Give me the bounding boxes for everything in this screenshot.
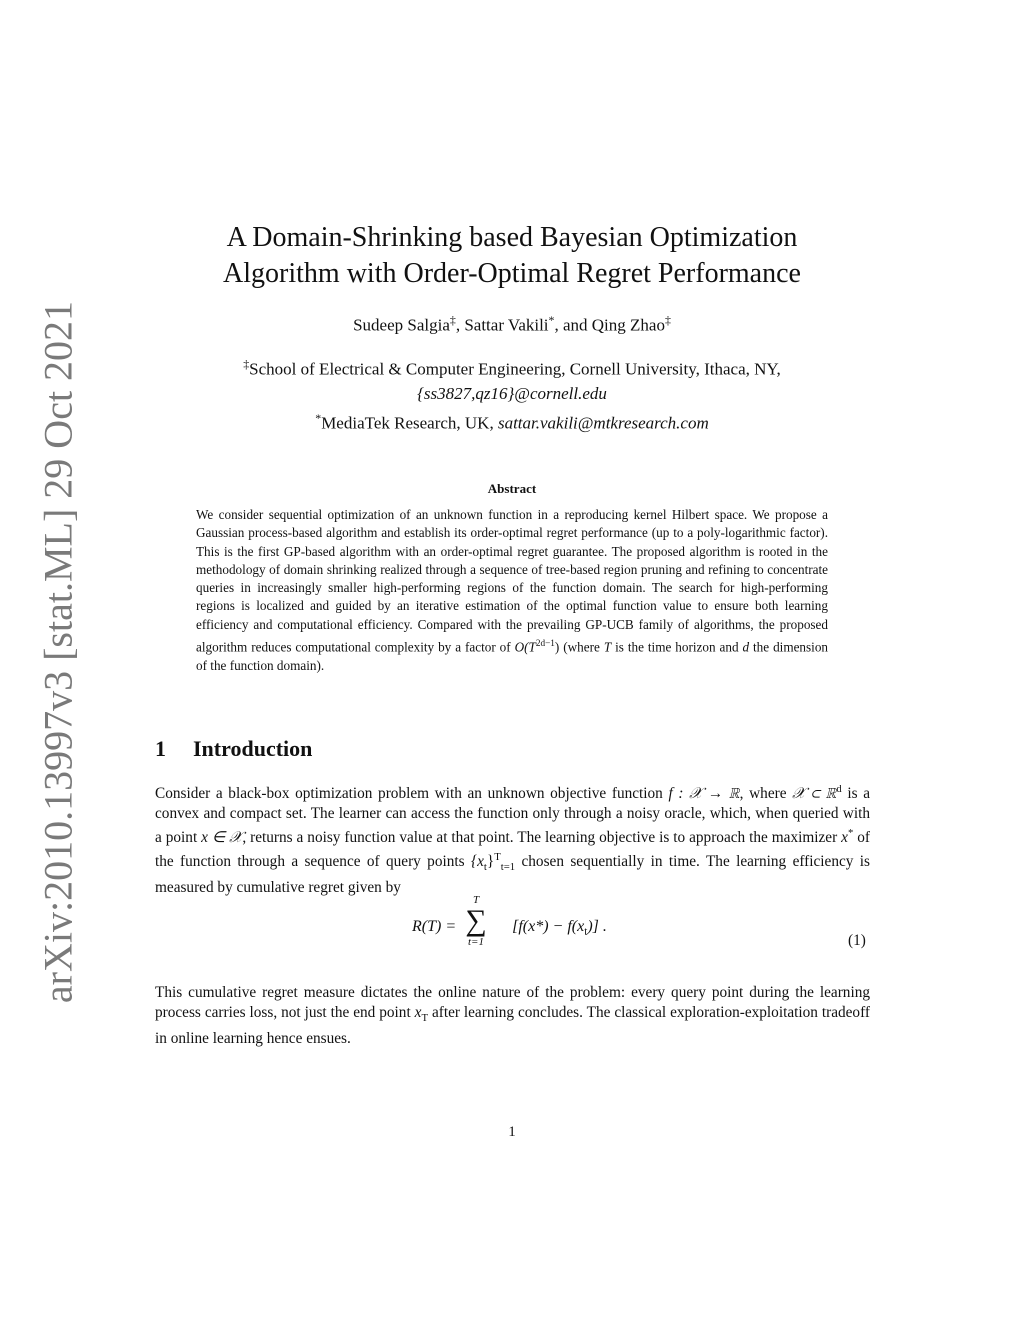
math-exponent: 2d−1 xyxy=(535,638,555,649)
abstract-heading: Abstract xyxy=(487,481,537,496)
math-inline: f : 𝒳 → ℝ xyxy=(668,785,740,803)
affiliation-mark: * xyxy=(315,410,322,425)
math-inline: 𝒳 ⊂ ℝ xyxy=(792,785,837,803)
regret-equation: R(T) = T ∑ t=1 $[f(x*) - f(x_t)]$ . xyxy=(412,894,607,948)
author-separator: , and xyxy=(554,315,592,335)
section-number: 1 xyxy=(155,736,166,761)
arxiv-identifier-stamp: arXiv:2010.13997v3 [stat.ML] 29 Oct 2021 xyxy=(35,300,81,1004)
affiliation-mark: * xyxy=(548,313,555,327)
math-inline: T xyxy=(603,639,612,655)
math-inline: x ∈ 𝒳 xyxy=(201,829,243,846)
author-name: Sudeep Salgia xyxy=(353,315,450,335)
math-inline: O(T xyxy=(514,639,536,655)
equation-number: (1) xyxy=(848,932,866,949)
affiliation-email-2: sattar.vakili@mtkresearch.com xyxy=(497,413,709,433)
math-inline: x xyxy=(414,1003,422,1021)
summation xyxy=(458,894,494,948)
title-line-1: A Domain-Shrinking based Bayesian Optimization xyxy=(226,222,798,253)
author-name: Sattar Vakili xyxy=(464,315,549,335)
paper-title xyxy=(150,220,874,292)
math-inline: {x xyxy=(470,853,484,870)
author-separator: , xyxy=(455,315,465,335)
math-inline: x xyxy=(841,829,848,846)
sum-sign: ∑ xyxy=(465,904,487,937)
page-number: 1 xyxy=(508,1124,516,1140)
author-list xyxy=(150,313,874,336)
affiliation-mark: ‡ xyxy=(664,313,671,327)
sum-lower-limit: t=1 xyxy=(468,936,484,948)
section-heading xyxy=(155,736,312,762)
title-line-2: Algorithm with Order-Optimal Regret Performance xyxy=(223,258,801,289)
section-title: Introduction xyxy=(193,736,313,761)
equation-lhs: R(T) = xyxy=(412,918,461,935)
body-paragraph-1: Consider a black-box optimization problem with an unknown objective function f : 𝒳 → ℝ, where 𝒳 ⊂ ℝ$^d$ is a convex and compact set. The learner can access the function only through a noisy oracle, which, when queried with a point x ∈ 𝒳, returns a noisy function value at that point. The learning objective is to approach the maximizer x* of the function through a sequence of query points $\{x_t\}^T_{t=1}$ chosen sequentially in time. The learning efficiency is measured by cumulative regret given by xyxy=(155,783,870,896)
affiliations xyxy=(150,352,874,435)
author-name: Qing Zhao xyxy=(591,315,665,335)
abstract-body: We consider sequential optimization of an unknown function in a reproducing kernel Hilbert space. We propose a Gaussian process-based algorithm and establish its order-optimal regret performance (up to a poly-logarithmic factor). This is the first GP-based algorithm with an order-optimal regret guarantee. The proposed algorithm is rooted in the methodology of domain shrinking realized through a sequence of tree-based region pruning and refining to concentrate queries in increasingly smaller high-performing regions of the function domain. The search for high-performing regions is localized and guided by an iterative estimation of the optimal function value to ensure both learning efficiency and computational efficiency. Compared with the prevailing GP-UCB family of algorithms, the proposed algorithm reduces computational complexity by a factor of $O(T^{2d-1})$ (where T is the time horizon and d the dimension of the function domain). xyxy=(196,507,829,673)
math-inline: d xyxy=(742,639,750,655)
affiliation-mark: ‡ xyxy=(449,313,456,327)
affiliation-line-2: *MediaTek Research, UK, sattar.vakili@mtkresearch.com xyxy=(315,410,709,433)
affiliation-line-1: ‡School of Electrical & Computer Engineering, Cornell University, Ithaca, NY, xyxy=(243,357,781,379)
affiliation-email-1: {ss3827,qz16}@cornell.edu xyxy=(417,383,607,403)
sum-upper-limit: T xyxy=(472,894,480,906)
equation-rhs: [f(x*) − f(x xyxy=(512,918,585,935)
affiliation-mark: ‡ xyxy=(243,357,250,371)
body-paragraph-2: This cumulative regret measure dictates the online nature of the problem: every query point during the learning process carries loss, not just the end point $x_T$ after learning concludes. The classical exploration-exploitation tradeoff in online learning hence ensues. xyxy=(155,984,870,1047)
